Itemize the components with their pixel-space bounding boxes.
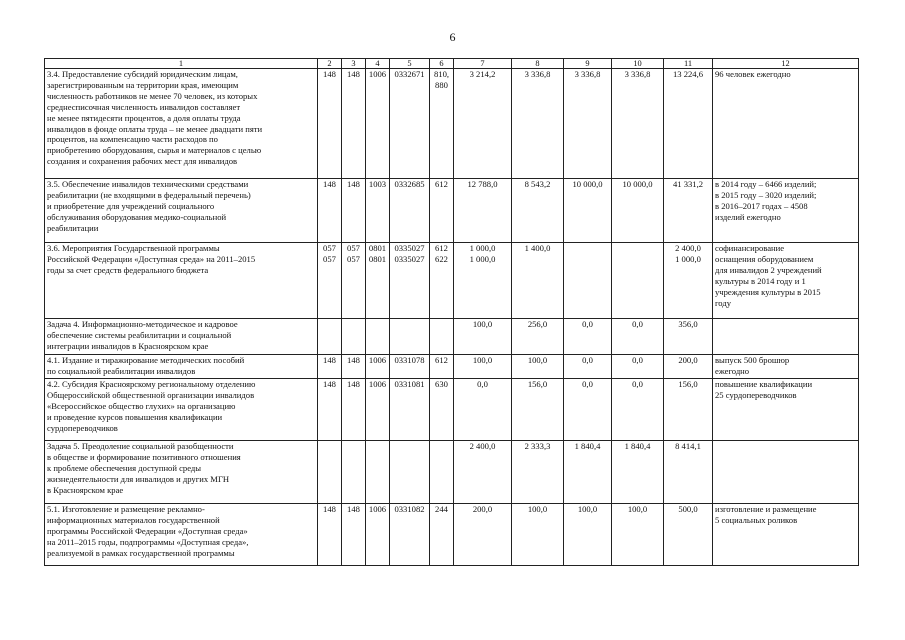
value-total: 200,0 bbox=[664, 355, 713, 379]
page-number: 6 bbox=[449, 30, 456, 44]
rz-code: 148 bbox=[342, 179, 366, 243]
csr-code: 0331081 bbox=[390, 379, 430, 441]
row-description: 3.6. Мероприятия Государственной программы Российской Федерации «Доступная среда» на 2011–2015 годы за счет средств федерального бюджета bbox=[45, 243, 318, 319]
vr-code: 810, 880 bbox=[430, 69, 454, 179]
vr-code: 612 bbox=[430, 179, 454, 243]
prz-code: 0801 0801 bbox=[366, 243, 390, 319]
table-row bbox=[45, 441, 859, 504]
rz-code: 148 bbox=[342, 355, 366, 379]
expected-result: изготовление и размещение 5 социальных роликов bbox=[713, 504, 859, 566]
value-2015: 1 400,0 bbox=[512, 243, 564, 319]
value-total: 356,0 bbox=[664, 319, 713, 355]
value-2016: 0,0 bbox=[564, 319, 612, 355]
expected-result: в 2014 году – 6466 изделий; в 2015 году – 3020 изделий; в 2016–2017 годах – 4508 изделий ежегодно bbox=[713, 179, 859, 243]
rz-code bbox=[342, 319, 366, 355]
value-2014: 12 788,0 bbox=[454, 179, 512, 243]
value-total: 2 400,0 1 000,0 bbox=[664, 243, 713, 319]
value-2014: 100,0 bbox=[454, 355, 512, 379]
rz-code: 148 bbox=[342, 69, 366, 179]
vr-code: 244 bbox=[430, 504, 454, 566]
gr-code bbox=[318, 319, 342, 355]
value-2017: 0,0 bbox=[612, 319, 664, 355]
table-row bbox=[45, 179, 859, 243]
header-cell: 5 bbox=[390, 59, 430, 69]
value-total: 13 224,6 bbox=[664, 69, 713, 179]
value-2014: 2 400,0 bbox=[454, 441, 512, 504]
value-2017: 3 336,8 bbox=[612, 69, 664, 179]
value-total: 500,0 bbox=[664, 504, 713, 566]
value-2015: 8 543,2 bbox=[512, 179, 564, 243]
table-row bbox=[45, 319, 859, 355]
expected-result bbox=[713, 441, 859, 504]
csr-code bbox=[390, 319, 430, 355]
table-row bbox=[45, 69, 859, 179]
row-description: Задача 4. Информационно-методическое и кадровое обеспечение системы реабилитации и социальной интеграции инвалидов в Красноярском крае bbox=[45, 319, 318, 355]
value-2015: 100,0 bbox=[512, 355, 564, 379]
value-2017: 100,0 bbox=[612, 504, 664, 566]
gr-code: 057 057 bbox=[318, 243, 342, 319]
rz-code: 148 bbox=[342, 504, 366, 566]
gr-code: 148 bbox=[318, 504, 342, 566]
value-2015: 256,0 bbox=[512, 319, 564, 355]
table-row bbox=[45, 355, 859, 379]
value-2014: 100,0 bbox=[454, 319, 512, 355]
header-cell: 6 bbox=[430, 59, 454, 69]
value-2017: 0,0 bbox=[612, 379, 664, 441]
value-2014: 1 000,0 1 000,0 bbox=[454, 243, 512, 319]
value-2017: 10 000,0 bbox=[612, 179, 664, 243]
header-cell: 4 bbox=[366, 59, 390, 69]
prz-code: 1006 bbox=[366, 379, 390, 441]
expected-result: выпуск 500 брошюр ежегодно bbox=[713, 355, 859, 379]
value-2016: 0,0 bbox=[564, 379, 612, 441]
value-2016: 10 000,0 bbox=[564, 179, 612, 243]
header-cell: 3 bbox=[342, 59, 366, 69]
header-cell: 7 bbox=[454, 59, 512, 69]
value-2015: 156,0 bbox=[512, 379, 564, 441]
prz-code: 1003 bbox=[366, 179, 390, 243]
budget-table bbox=[44, 58, 859, 566]
header-cell: 8 bbox=[512, 59, 564, 69]
csr-code: 0335027 0335027 bbox=[390, 243, 430, 319]
table-row bbox=[45, 243, 859, 319]
prz-code: 1006 bbox=[366, 504, 390, 566]
gr-code: 148 bbox=[318, 379, 342, 441]
expected-result bbox=[713, 319, 859, 355]
header-row bbox=[45, 59, 859, 69]
value-2016: 3 336,8 bbox=[564, 69, 612, 179]
value-2017 bbox=[612, 243, 664, 319]
csr-code bbox=[390, 441, 430, 504]
row-description: 3.4. Предоставление субсидий юридическим лицам, зарегистрированным на территории края, имеющим численность работников не менее 70 человек, из которых среднесписочная численность инвалидов составляет не менее пятидесяти процентов, а доля оплаты труда инвалидов в фонде оплаты труда – не менее двадцати пяти процентов, на компенсацию части расходов по приобретению оборудования, сырья и материалов с целью создания и сохранения рабочих мест для инвалидов bbox=[45, 69, 318, 179]
gr-code bbox=[318, 441, 342, 504]
rz-code: 057 057 bbox=[342, 243, 366, 319]
prz-code bbox=[366, 319, 390, 355]
value-2016: 100,0 bbox=[564, 504, 612, 566]
rz-code: 148 bbox=[342, 379, 366, 441]
value-2015: 3 336,8 bbox=[512, 69, 564, 179]
row-description: 3.5. Обеспечение инвалидов техническими средствами реабилитации (не входящими в федеральный перечень) и приобретение для учреждений социального обслуживания оборудования медико-социальной реабилитации bbox=[45, 179, 318, 243]
value-total: 156,0 bbox=[664, 379, 713, 441]
table-row bbox=[45, 504, 859, 566]
header-cell: 2 bbox=[318, 59, 342, 69]
gr-code: 148 bbox=[318, 179, 342, 243]
header-cell: 10 bbox=[612, 59, 664, 69]
expected-result: софинансирование оснащения оборудованием для инвалидов 2 учреждений культуры в 2014 году и 1 учреждения культуры в 2015 году bbox=[713, 243, 859, 319]
value-2016: 0,0 bbox=[564, 355, 612, 379]
rz-code bbox=[342, 441, 366, 504]
value-2016: 1 840,4 bbox=[564, 441, 612, 504]
header-cell: 11 bbox=[664, 59, 713, 69]
vr-code bbox=[430, 441, 454, 504]
value-2015: 2 333,3 bbox=[512, 441, 564, 504]
row-description: 5.1. Изготовление и размещение рекламно- информационных материалов государственной программы Российской Федерации «Доступная среда» на 2011–2015 годы, подпрограммы «Доступная среда», реализуемой в рамках государственной программы bbox=[45, 504, 318, 566]
header-cell: 1 bbox=[45, 59, 318, 69]
gr-code: 148 bbox=[318, 355, 342, 379]
vr-code: 612 bbox=[430, 355, 454, 379]
header-cell: 12 bbox=[713, 59, 859, 69]
row-description: Задача 5. Преодоление социальной разобщенности в обществе и формирование позитивного отношения к проблеме обеспечения доступной среды жизнедеятельности для инвалидов и других МГН в Красноярском крае bbox=[45, 441, 318, 504]
vr-code: 612 622 bbox=[430, 243, 454, 319]
value-2015: 100,0 bbox=[512, 504, 564, 566]
value-2017: 1 840,4 bbox=[612, 441, 664, 504]
prz-code bbox=[366, 441, 390, 504]
table-row bbox=[45, 379, 859, 441]
value-2014: 0,0 bbox=[454, 379, 512, 441]
value-2016 bbox=[564, 243, 612, 319]
csr-code: 0332671 bbox=[390, 69, 430, 179]
value-total: 8 414,1 bbox=[664, 441, 713, 504]
row-description: 4.1. Издание и тиражирование методических пособий по социальной реабилитации инвалидов bbox=[45, 355, 318, 379]
gr-code: 148 bbox=[318, 69, 342, 179]
value-total: 41 331,2 bbox=[664, 179, 713, 243]
csr-code: 0331082 bbox=[390, 504, 430, 566]
vr-code bbox=[430, 319, 454, 355]
csr-code: 0332685 bbox=[390, 179, 430, 243]
header-cell: 9 bbox=[564, 59, 612, 69]
expected-result: 96 человек ежегодно bbox=[713, 69, 859, 179]
vr-code: 630 bbox=[430, 379, 454, 441]
value-2017: 0,0 bbox=[612, 355, 664, 379]
value-2014: 3 214,2 bbox=[454, 69, 512, 179]
prz-code: 1006 bbox=[366, 69, 390, 179]
csr-code: 0331078 bbox=[390, 355, 430, 379]
expected-result: повышение квалификации 25 сурдопереводчиков bbox=[713, 379, 859, 441]
prz-code: 1006 bbox=[366, 355, 390, 379]
value-2014: 200,0 bbox=[454, 504, 512, 566]
row-description: 4.2. Субсидия Красноярскому региональному отделению Общероссийской общественной организации инвалидов «Всероссийское общество глухих» на организацию и проведение курсов повышения квалификации сурдопереводчиков bbox=[45, 379, 318, 441]
